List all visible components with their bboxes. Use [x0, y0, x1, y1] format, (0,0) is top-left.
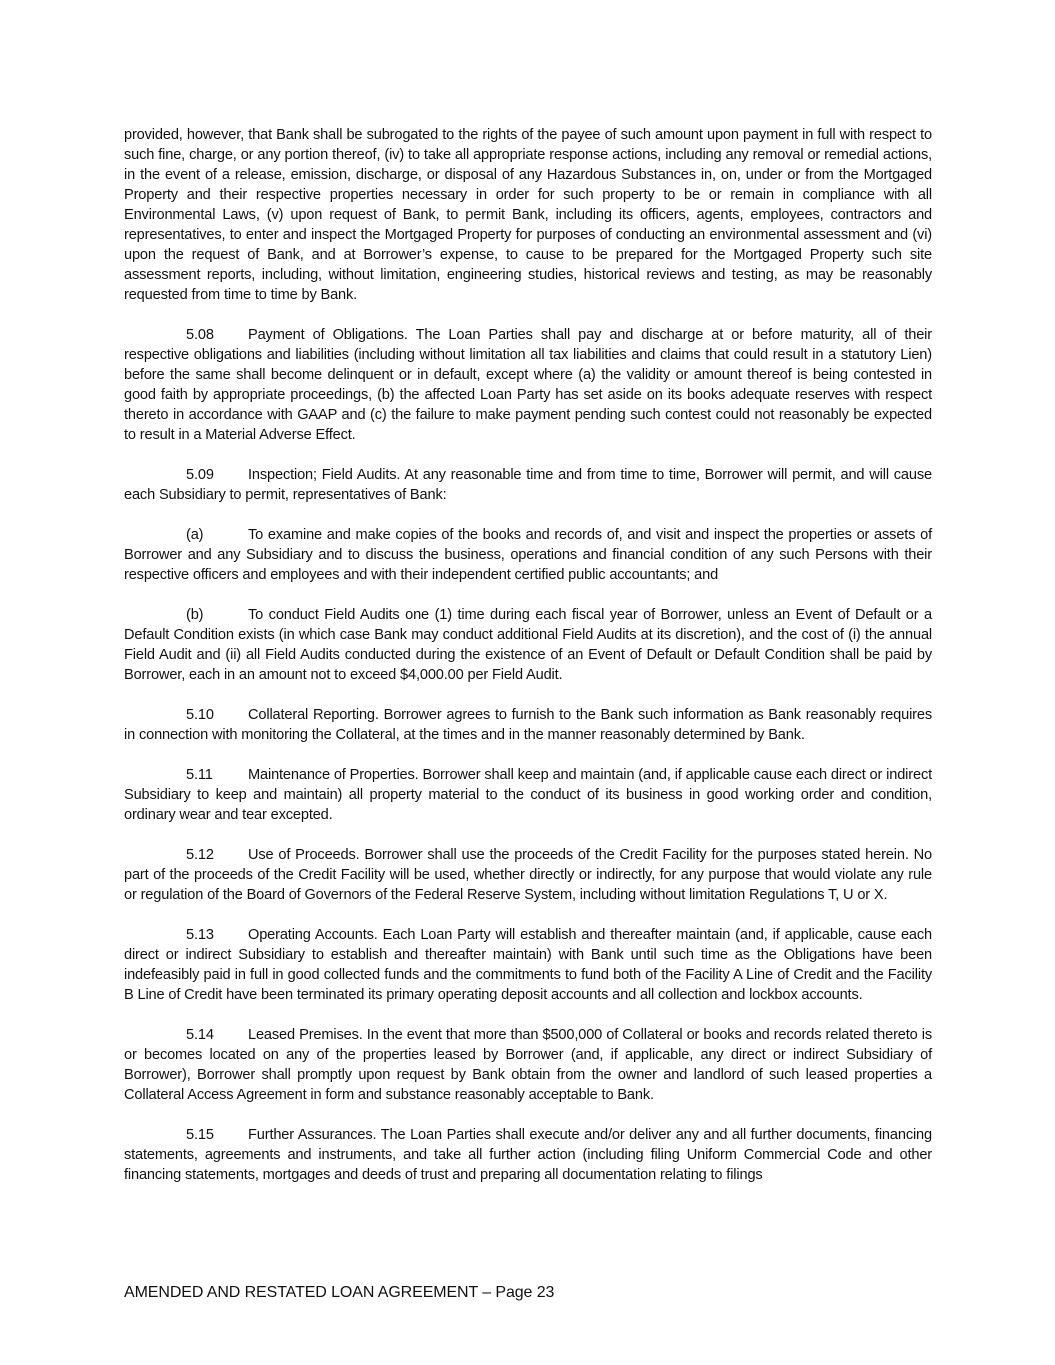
section-number: 5.10: [186, 707, 214, 723]
section-heading: Use of Proceeds.: [248, 847, 360, 863]
clause-number: (a): [186, 527, 204, 543]
section-heading: Operating Accounts.: [248, 927, 378, 943]
section-number: 5.14: [186, 1027, 214, 1043]
paragraph-continuation: provided, however, that Bank shall be subrogated to the rights of the payee of such amount upon payment in full with respect to such fine, charge, or any portion thereof, (iv) to take all appropriate response actions, including any removal or remedial actions, in the event of a release, emission, discharge, or disposal of any Hazardous Substances in, on, under or from the Mortgaged Property and their respective properties necessary in order for such property to be or remain in compliance with all Environmental Laws, (v) upon request of Bank, to permit Bank, including its officers, agents, employees, contractors and representatives, to enter and inspect the Mortgaged Property for purposes of conducting an environmental assessment and (vi) upon the request of Bank, and at Borrower’s expense, to cause to be prepared for the Mortgaged Property such site assessment reports, including, without limitation, engineering studies, historical reviews and testing, as may be reasonably requested from time to time by Bank.: [124, 127, 932, 303]
section-number: 5.08: [186, 327, 214, 343]
page-footer: AMENDED AND RESTATED LOAN AGREEMENT – Page 23: [124, 1284, 555, 1301]
section-heading: Maintenance of Properties.: [248, 767, 419, 783]
document-page: [124, 125, 932, 1205]
section-heading: Inspection; Field Audits.: [248, 467, 401, 483]
section-5-15: [124, 1125, 932, 1185]
section-heading: Collateral Reporting.: [248, 707, 379, 723]
clause-body: To examine and make copies of the books and records of, and visit and inspect the properties or assets of Borrower and any Subsidiary and to discuss the business, operations and financial condition of any such Persons with their respective officers and employees and with their independent certified public accountants; and: [124, 527, 932, 583]
section-5-10: [124, 705, 932, 745]
section-number: 5.11: [186, 767, 213, 783]
clause-a: [124, 525, 932, 585]
clause-body: To conduct Field Audits one (1) time during each fiscal year of Borrower, unless an Event of Default or a Default Condition exists (in which case Bank may conduct additional Field Audits at its discretion), and the cost of (i) the annual Field Audit and (ii) all Field Audits conducted during the existence of an Event of Default or Default Condition shall be paid by Borrower, each in an amount not to exceed $4,000.00 per Field Audit.: [124, 607, 932, 683]
section-body: In the event that more than $500,000 of Collateral or books and records related thereto is or becomes located on any of the properties leased by Borrower (and, if applicable, any direct or indirect Subsidiary of Borrower), Borrower shall promptly upon request by Bank obtain from the owner and landlord of such leased properties a Collateral Access Agreement in form and substance reasonably acceptable to Bank.: [124, 1027, 932, 1103]
section-body: Borrower shall keep and maintain (and, if applicable cause each direct or indirect Subsidiary to keep and maintain) all property material to the conduct of its business in good working order and condition, ordinary wear and tear excepted.: [124, 767, 933, 823]
section-number: 5.13: [186, 927, 214, 943]
section-5-08: [124, 325, 932, 445]
section-body: The Loan Parties shall pay and discharge at or before maturity, all of their respective obligations and liabilities (including without limitation all tax liabilities and claims that could result in a statutory Lien) before the same shall become delinquent or in default, except where (a) the validity or amount thereof is being contested in good faith by appropriate proceedings, (b) the affected Loan Party has set aside on its books adequate reserves with respect thereto in accordance with GAAP and (c) the failure to make payment pending such contest could not reasonably be expected to result in a Material Adverse Effect.: [124, 327, 932, 443]
section-heading: Payment of Obligations.: [248, 327, 408, 343]
section-heading: Further Assurances.: [248, 1127, 377, 1143]
section-5-11: [124, 765, 932, 825]
section-body: The Loan Parties shall execute and/or deliver any and all further documents, financing statements, agreements and instruments, and take all further action (including filing Uniform Commercial Code and other financing statements, mortgages and deeds of trust and preparing all documentation relating to filings: [124, 1127, 932, 1183]
section-body: At any reasonable time and from time to time, Borrower will permit, and will cause each Subsidiary to permit, representatives of Bank:: [124, 467, 932, 503]
clause-b: [124, 605, 932, 685]
section-number: 5.09: [186, 467, 214, 483]
section-body: Borrower shall use the proceeds of the Credit Facility for the purposes stated herein. No part of the proceeds of the Credit Facility will be used, whether directly or indirectly, for any purpose that would violate any rule or regulation of the Board of Governors of the Federal Reserve System, including without limitation Regulations T, U or X.: [124, 847, 932, 903]
section-heading: Leased Premises.: [248, 1027, 363, 1043]
section-5-12: [124, 845, 932, 905]
section-body: Each Loan Party will establish and thereafter maintain (and, if applicable, cause each direct or indirect Subsidiary to establish and thereafter maintain) with Bank until such time as the Obligations have been indefeasibly paid in full in good collected funds and the commitments to fund both of the Facility A Line of Credit and the Facility B Line of Credit have been terminated its primary operating deposit accounts and all collection and lockbox accounts.: [124, 927, 933, 1003]
clause-number: (b): [186, 607, 204, 623]
section-5-09: [124, 465, 932, 505]
section-number: 5.12: [186, 847, 214, 863]
section-body: Borrower agrees to furnish to the Bank such information as Bank reasonably requires in connection with monitoring the Collateral, at the times and in the manner reasonably determined by Bank.: [124, 707, 932, 743]
section-5-14: [124, 1025, 932, 1105]
section-5-13: [124, 925, 932, 1005]
section-number: 5.15: [186, 1127, 214, 1143]
